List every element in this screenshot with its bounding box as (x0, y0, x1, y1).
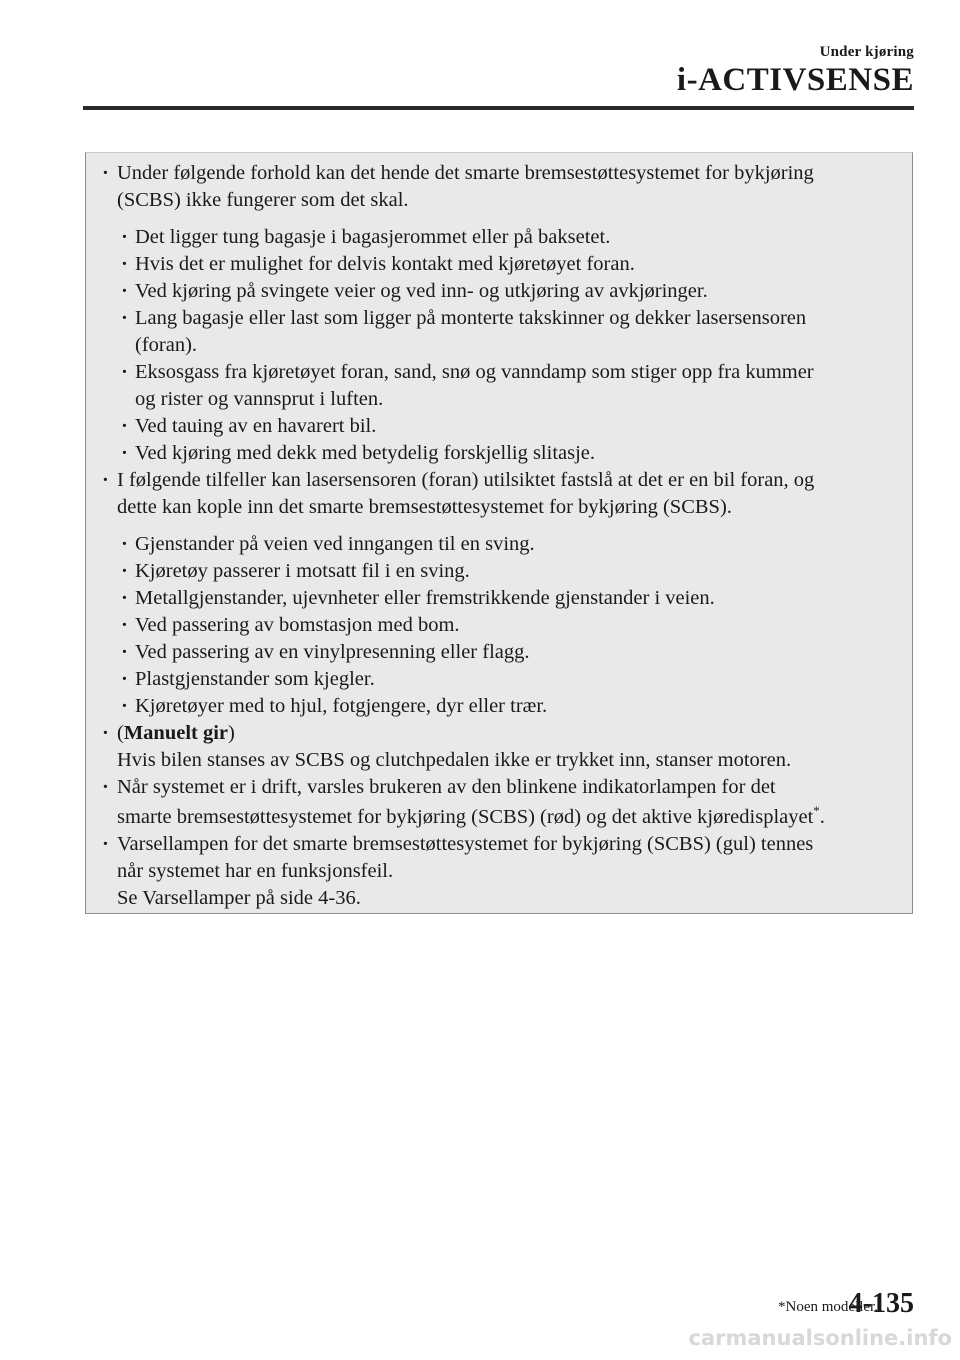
sub-item-text: Ved kjøring på svingete veier og ved inn- og utkjøring av avkjøringer. (135, 280, 708, 302)
note-text: Når systemet er i drift, varsles brukeren av den blinkene indikatorlampen for det (117, 776, 776, 798)
note-text: Hvis bilen stanses av SCBS og clutchpedalen ikke er trykket inn, stanser motoren. (117, 749, 792, 771)
bullet-icon: · (121, 226, 128, 248)
watermark: carmanualsonline.info (688, 1326, 952, 1350)
note-item (100, 720, 900, 774)
bullet-icon: · (121, 560, 128, 582)
sub-item-text: Det ligger tung bagasje i bagasjerommet eller på baksetet. (135, 226, 611, 248)
sub-item-text: Ved kjøring med dekk med betydelig forskjellig slitasje. (135, 442, 596, 464)
note-text-line: smarte bremsestøttesystemet for bykjøring (SCBS) (rød) og det aktive kjøredisplayet*. (117, 803, 825, 828)
sub-item-text: Metallgjenstander, ujevnheter eller fremstrikkende gjenstander i veien. (135, 587, 715, 609)
bullet-icon: · (102, 833, 109, 855)
note-text: (SCBS) ikke fungerer som det skal. (117, 189, 409, 211)
note-text: dette kan kople inn det smarte bremsestøttesystemet for bykjøring (SCBS). (117, 496, 732, 518)
sub-item (100, 224, 900, 251)
sub-item (100, 531, 900, 558)
bullet-icon: · (121, 361, 128, 383)
sub-item (100, 693, 900, 720)
sub-item-text: Lang bagasje eller last som ligger på monterte takskinner og dekker lasersensoren (135, 307, 807, 329)
page-number: 4-135 (848, 1288, 914, 1319)
note-text: Under følgende forhold kan det hende det smarte bremsestøttesystemet for bykjøring (117, 162, 814, 184)
note-item (100, 774, 900, 831)
sub-item-text: Eksosgass fra kjøretøyet foran, sand, snø og vanndamp som stiger opp fra kummer (135, 361, 814, 383)
sub-item-text: Ved passering av bomstasjon med bom. (135, 614, 460, 636)
footnote: *Noen modeller. (778, 1299, 878, 1315)
sub-item-text: og rister og vannsprut i luften. (135, 388, 384, 410)
bullet-icon: · (121, 587, 128, 609)
sub-item (100, 359, 900, 413)
bullet-icon: · (102, 162, 109, 184)
sub-item (100, 413, 900, 440)
bullet-icon: · (102, 776, 109, 798)
note-text: Varsellampen for det smarte bremsestøttesystemet for bykjøring (SCBS) (gul) tennes (117, 833, 814, 855)
note-item (100, 467, 900, 521)
bullet-icon: · (121, 533, 128, 555)
bullet-icon: · (121, 415, 128, 437)
note-item (100, 160, 900, 214)
sub-item-text: Ved tauing av en havarert bil. (135, 415, 377, 437)
sub-item (100, 278, 900, 305)
cross-reference: Se Varsellamper på side 4-36. (117, 887, 361, 909)
sub-item-text: Kjøretøyer med to hjul, fotgjengere, dyr eller trær. (135, 695, 548, 717)
sub-item-text: Kjøretøy passerer i motsatt fil i en sving. (135, 560, 470, 582)
bullet-icon: · (121, 695, 128, 717)
sub-item (100, 251, 900, 278)
header-rule (83, 106, 914, 110)
sub-item (100, 666, 900, 693)
sub-item-text: Hvis det er mulighet for delvis kontakt med kjøretøyet foran. (135, 253, 635, 275)
sub-item-text: Ved passering av en vinylpresenning eller flagg. (135, 641, 530, 663)
notes-content (100, 160, 900, 912)
section-name: Under kjøring (819, 44, 914, 60)
page-title: i-ACTIVSENSE (676, 62, 914, 98)
footnote-marker: * (813, 803, 820, 818)
note-item (100, 831, 900, 912)
bullet-icon: · (121, 253, 128, 275)
bullet-icon: · (121, 280, 128, 302)
bullet-icon: · (102, 469, 109, 491)
bullet-icon: · (121, 641, 128, 663)
bullet-icon: · (102, 722, 109, 744)
note-heading: (Manuelt gir) (117, 722, 235, 744)
sub-item (100, 585, 900, 612)
bullet-icon: · (121, 442, 128, 464)
sub-item (100, 440, 900, 467)
sub-item-text: (foran). (135, 334, 198, 356)
manual-gear-label: Manuelt gir (123, 722, 229, 744)
note-text: I følgende tilfeller kan lasersensoren (foran) utilsiktet fastslå at det er en bil foran, og (117, 469, 815, 491)
bullet-icon: · (121, 668, 128, 690)
sub-item (100, 558, 900, 585)
bullet-icon: · (121, 614, 128, 636)
sub-item (100, 305, 900, 359)
note-text: når systemet har en funksjonsfeil. (117, 860, 394, 882)
sub-item (100, 639, 900, 666)
sub-item (100, 612, 900, 639)
sub-item-text: Gjenstander på veien ved inngangen til en sving. (135, 533, 535, 555)
sub-item-text: Plastgjenstander som kjegler. (135, 668, 375, 690)
bullet-icon: · (121, 307, 128, 329)
